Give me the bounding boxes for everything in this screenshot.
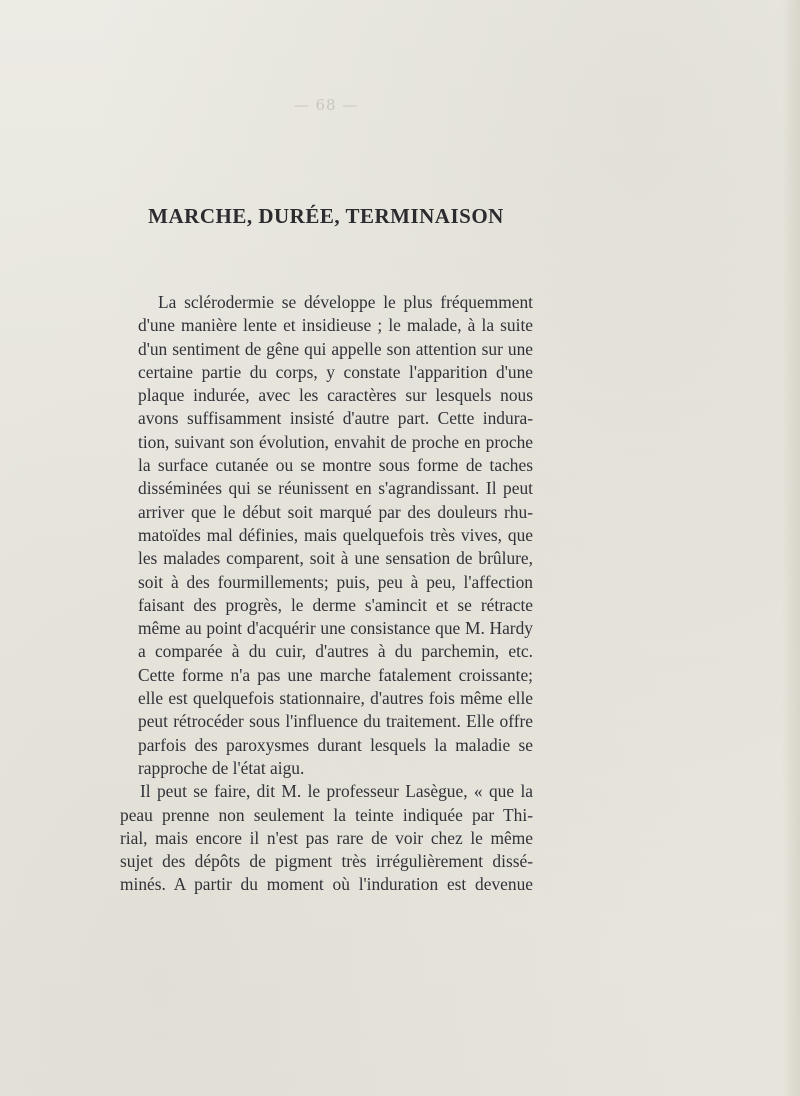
text-line: disséminées qui se réunissent en s'agrandissant. Il peut: [138, 478, 533, 499]
page-edge-shadow: [782, 0, 800, 1096]
text-line: soit à des fourmillements; puis, peu à peu, l'affection: [138, 571, 533, 592]
text-line: peau prenne non seulement la teinte indiquée par Thi-: [120, 804, 533, 825]
text-line: les malades comparent, soit à une sensation de brûlure,: [138, 548, 533, 569]
paragraph-2: [120, 780, 533, 896]
text-line: certaine partie du corps, y constate l'apparition d'une: [138, 361, 533, 382]
text-line: la surface cutanée ou se montre sous forme de taches: [138, 455, 533, 476]
text-line: peut rétrocéder sous l'influence du traitement. Elle offre: [138, 711, 533, 732]
text-line: d'un sentiment de gêne qui appelle son attention sur une: [138, 338, 533, 359]
text-line: Il peut se faire, dit M. le professeur Lasègue, « que la: [140, 781, 533, 802]
section-title: MARCHE, DURÉE, TERMINAISON: [148, 204, 504, 228]
text-line: sujet des dépôts de pigment très irrégulièrement dissé-: [120, 851, 533, 872]
text-line: rial, mais encore il n'est pas rare de voir chez le même: [120, 827, 533, 848]
page-number: — 68 —: [293, 96, 359, 114]
text-line: a comparée à du cuir, d'autres à du parchemin, etc.: [138, 641, 533, 662]
body-text: [120, 291, 533, 897]
text-line: Cette forme n'a pas une marche fatalement croissante;: [138, 664, 533, 685]
text-line: plaque indurée, avec les caractères sur lesquels nous: [138, 385, 533, 406]
text-line: avons suffisamment insisté d'autre part. Cette indura-: [138, 408, 533, 429]
text-line: elle est quelquefois stationnaire, d'autres fois même elle: [138, 688, 533, 709]
text-line: même au point d'acquérir une consistance que M. Hardy: [138, 618, 533, 639]
paragraph-1: [120, 291, 533, 780]
text-line: rapproche de l'état aigu.: [138, 757, 305, 778]
text-line: arriver que le début soit marqué par des douleurs rhu-: [138, 501, 533, 522]
text-line: tion, suivant son évolution, envahit de proche en proche: [138, 431, 533, 452]
text-line: minés. A partir du moment où l'induration est devenue: [120, 874, 533, 895]
text-line: matoïdes mal définies, mais quelquefois très vives, que: [138, 524, 533, 545]
text-line: parfois des paroxysmes durant lesquels la maladie se: [138, 734, 533, 755]
text-line: faisant des progrès, le derme s'amincit et se rétracte: [138, 594, 533, 615]
text-line: La sclérodermie se développe le plus fréquemment: [158, 292, 533, 312]
text-line: d'une manière lente et insidieuse ; le malade, à la suite: [138, 315, 533, 336]
show-through-ghost-text: [120, 128, 124, 148]
